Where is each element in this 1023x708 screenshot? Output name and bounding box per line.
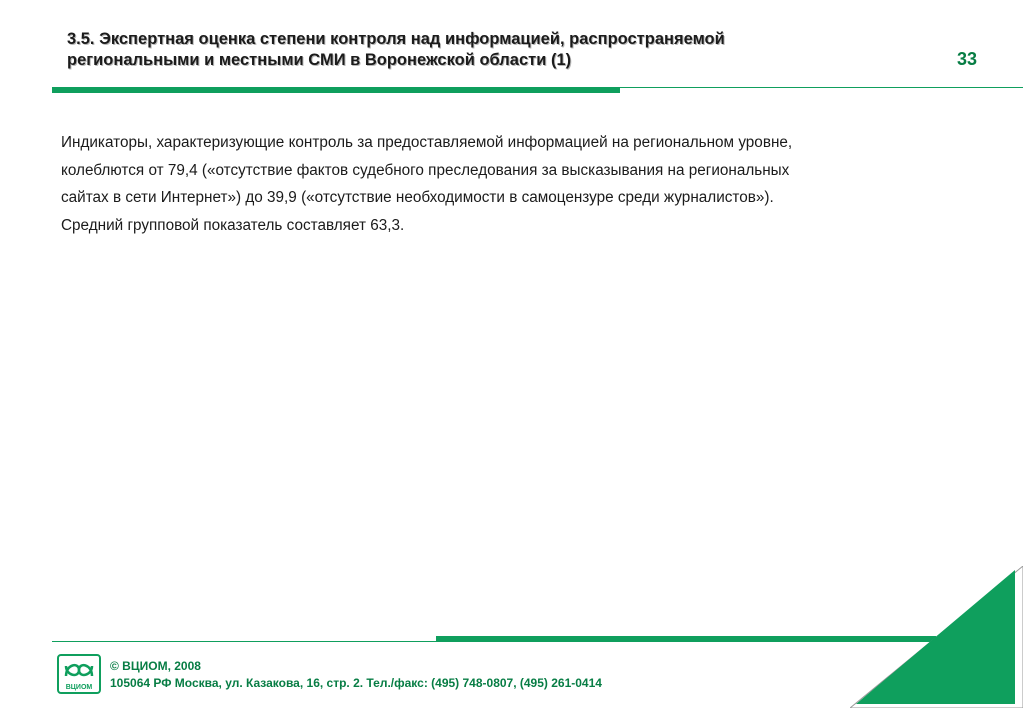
slide-title-line-1: 3.5. Экспертная оценка степени контроля над информацией, распространяемой xyxy=(67,30,725,48)
footer-copyright: © ВЦИОМ, 2008 xyxy=(110,659,201,673)
body-paragraph xyxy=(61,129,961,239)
header-divider-thick xyxy=(52,87,620,93)
page-number: 33 xyxy=(956,49,977,69)
corner-triangle-front xyxy=(856,570,1015,704)
body-line-2: колеблются от 79,4 («отсутствие фактов судебного преследования за высказывания на региональных xyxy=(61,161,790,179)
logo-text: ВЦИОМ xyxy=(65,684,93,691)
vciom-logo-icon xyxy=(57,654,101,694)
footer-info xyxy=(110,658,602,692)
slide-title-line-2: региональными и местными СМИ в Воронежской области (1) xyxy=(67,51,572,69)
body-line-4: Средний групповой показатель составляет 63,3. xyxy=(61,216,405,234)
footer-address: 105064 РФ Москва, ул. Казакова, 16, стр. 2. Тел./факс: (495) 748-0807, (495) 261-0414 xyxy=(110,676,602,690)
body-line-3: сайтах в сети Интернет») до 39,9 («отсутствие необходимости в самоцензуре среди журналистов»). xyxy=(61,189,774,206)
corner-triangle-decoration xyxy=(850,566,1023,708)
body-line-1: Индикаторы, характеризующие контроль за предоставляемой информацией на региональном уровне, xyxy=(61,134,793,151)
slide-title xyxy=(67,29,827,71)
